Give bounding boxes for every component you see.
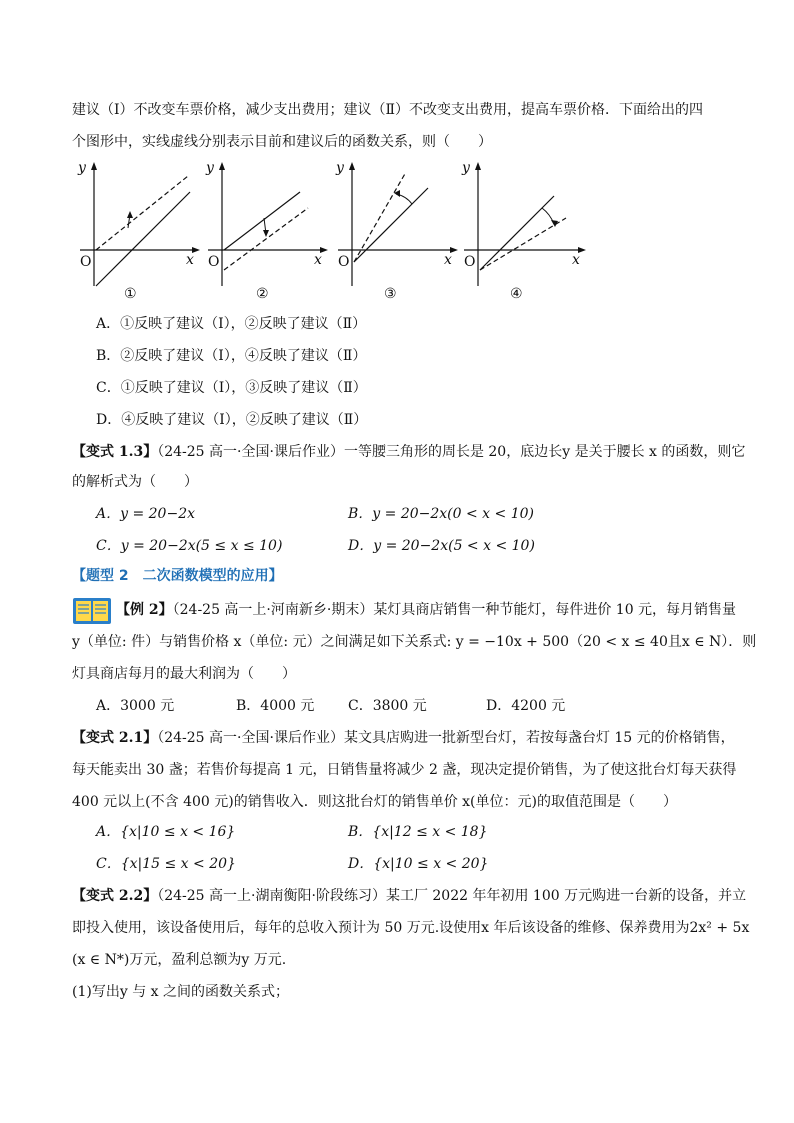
graph-4-x-label: x xyxy=(572,252,580,268)
graph-2-x-label: x xyxy=(314,252,322,268)
type-2-heading: 【题型 2 二次函数模型的应用】 xyxy=(72,568,283,584)
variant-1-3-option-a: A．y = 20−2x xyxy=(96,506,195,522)
graph-4 xyxy=(456,158,588,303)
graph-1-caption: ① xyxy=(124,286,137,302)
variant-1-3-option-d: D．y = 20−2x(5 < x < 10) xyxy=(348,538,535,554)
intro-line-1: 建议（Ⅰ）不改变车票价格，减少支出费用；建议（Ⅱ）不改变支出费用，提高车票价格．下面给出的四 xyxy=(72,102,704,118)
variant-text: （24-25 高一·全国·课后作业）某文具店购进一批新型台灯，若按每盏台灯 15 元的价格销售， xyxy=(157,730,735,746)
graph-3-x-label: x xyxy=(444,252,452,268)
graph-4-y-label: y xyxy=(462,160,470,176)
graph-3-y-label: y xyxy=(336,160,344,176)
graph-1 xyxy=(72,158,202,303)
variant-2-1-line-1 xyxy=(72,728,735,748)
option-b: B．②反映了建议（Ⅰ），④反映了建议（Ⅱ） xyxy=(96,348,367,364)
variant-2-2-line-3: (x ∈ N*)万元，盈利总额为y 万元. xyxy=(72,952,287,968)
option-a: A．①反映了建议（Ⅰ），②反映了建议（Ⅱ） xyxy=(96,316,367,332)
graph-2-caption: ② xyxy=(256,286,269,302)
graph-4-caption: ④ xyxy=(510,286,523,302)
graph-2-y-label: y xyxy=(206,160,214,176)
variant-2-1-option-c: C．{x|15 ≤ x < 20} xyxy=(96,856,236,872)
graph-1-origin-label: O xyxy=(80,254,92,270)
example-tag: 【例 2】 xyxy=(116,602,173,618)
example-2-option-a: A．3000 元 xyxy=(96,698,175,714)
example-2-option-c: C．3800 元 xyxy=(348,698,427,714)
variant-1-3-option-b: B．y = 20−2x(0 < x < 10) xyxy=(348,506,534,522)
example-2-option-d: D．4200 元 xyxy=(486,698,566,714)
graph-3 xyxy=(330,158,460,303)
example-2-line-2: y（单位: 件）与销售价格 x（单位: 元）之间满足如下关系式: y = −10x + 500（20 < x ≤ 40且x ∈ N）．则 xyxy=(72,634,757,650)
example-text: （24-25 高一上·河南新乡·期末）某灯具商店销售一种节能灯，每件进价 10 元，每月销售量 xyxy=(172,602,737,618)
variant-2-1-option-a: A．{x|10 ≤ x < 16} xyxy=(96,824,236,840)
graph-4-origin-label: O xyxy=(464,254,476,270)
option-c: C．①反映了建议（Ⅰ），③反映了建议（Ⅱ） xyxy=(96,380,367,396)
variant-text: （24-25 高一上·湖南衡阳·阶段练习）某工厂 2022 年年初用 100 万元购进一台新的设备，并立 xyxy=(157,888,747,904)
graph-1-y-label: y xyxy=(78,160,86,176)
graph-3-caption: ③ xyxy=(384,286,397,302)
example-2-line-1 xyxy=(116,600,736,620)
intro-line-2: 个图形中，实线虚线分别表示目前和建议后的函数关系，则（ ） xyxy=(72,134,492,150)
variant-text: （24-25 高一·全国·课后作业）一等腰三角形的周长是 20，底边长y 是关于腰长 x 的函数，则它 xyxy=(157,444,746,460)
variant-2-1-option-b: B．{x|12 ≤ x < 18} xyxy=(348,824,488,840)
variant-tag: 【变式 2.2】 xyxy=(72,888,158,904)
variant-2-1-option-d: D．{x|10 ≤ x < 20} xyxy=(348,856,489,872)
variant-1-3-line-2: 的解析式为（ ） xyxy=(72,474,198,490)
example-2-option-b: B．4000 元 xyxy=(236,698,315,714)
graph-2 xyxy=(200,158,330,303)
variant-tag: 【变式 1.3】 xyxy=(72,444,158,460)
variant-1-3-option-c: C．y = 20−2x(5 ≤ x ≤ 10) xyxy=(96,538,283,554)
variant-2-1-line-3: 400 元以上(不含 400 元)的销售收入．则这批台灯的销售单价 x(单位：元)的取值范围是（ ） xyxy=(72,794,677,810)
option-d: D．④反映了建议（Ⅰ），②反映了建议（Ⅱ） xyxy=(96,412,368,428)
variant-2-2-line-1 xyxy=(72,886,746,906)
variant-1-3-line-1 xyxy=(72,442,745,462)
graph-3-origin-label: O xyxy=(338,254,350,270)
variant-tag: 【变式 2.1】 xyxy=(72,730,158,746)
variant-2-2-question-1: (1)写出y 与 x 之间的函数关系式； xyxy=(72,984,289,1000)
example-2-line-3: 灯具商店每月的最大利润为（ ） xyxy=(72,666,296,682)
book-icon xyxy=(72,596,112,626)
graph-2-origin-label: O xyxy=(208,254,220,270)
variant-2-2-line-2: 即投入使用，该设备使用后，每年的总收入预计为 50 万元.设使用x 年后该设备的维修、保养费用为2x² + 5x xyxy=(72,920,750,936)
variant-2-1-line-2: 每天能卖出 30 盏；若售价每提高 1 元，日销售量将减少 2 盏，现决定提价销售，为了使这批台灯每天获得 xyxy=(72,762,737,778)
graph-1-x-label: x xyxy=(186,252,194,268)
